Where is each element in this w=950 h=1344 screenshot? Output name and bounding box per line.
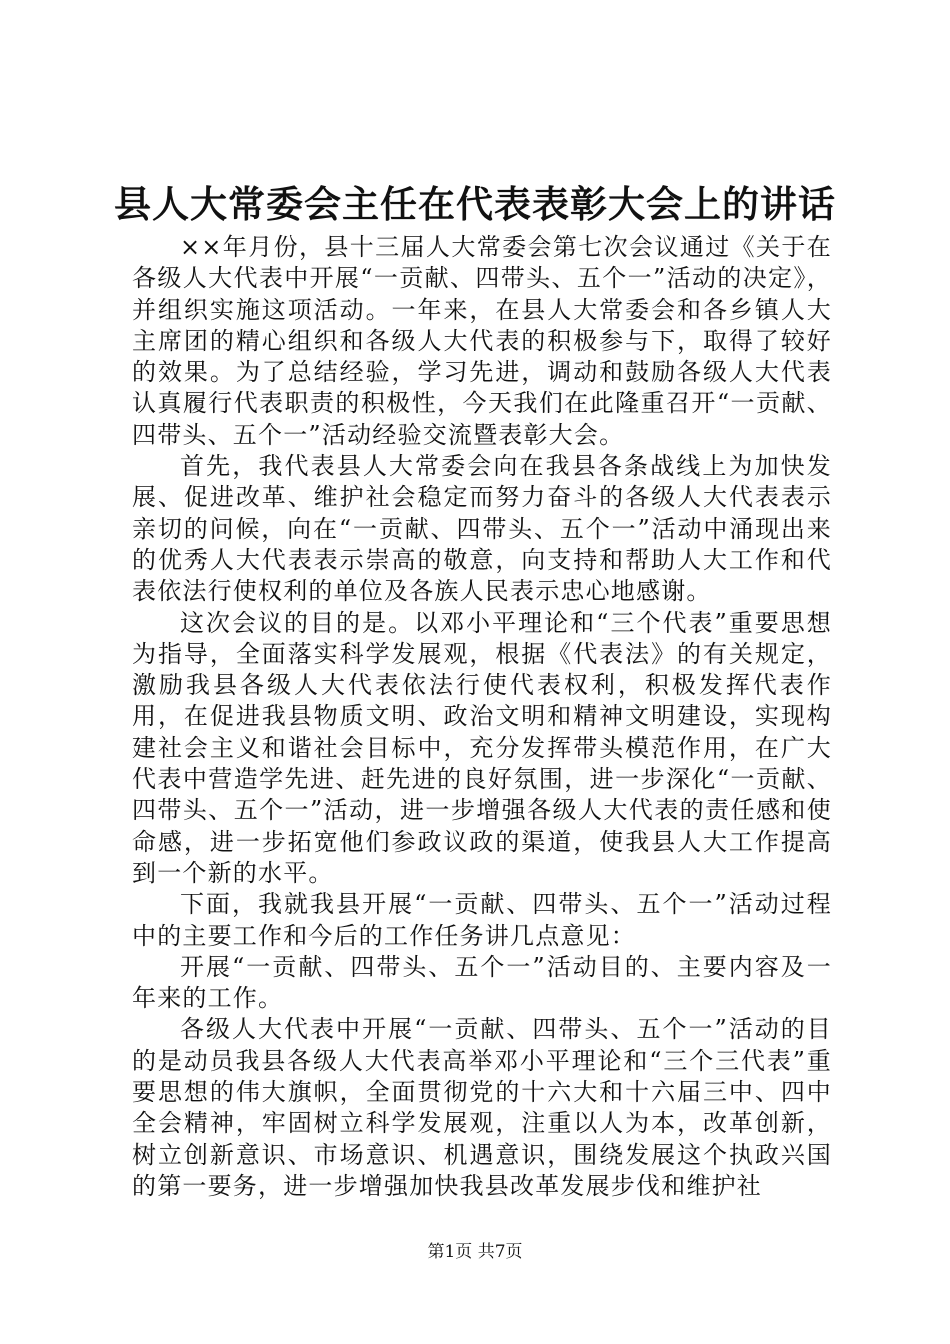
paragraph-5: 开展“一贡献、四带头、五个一”活动目的、主要内容及一年来的工作。 bbox=[132, 952, 832, 1013]
paragraph-6: 各级人大代表中开展“一贡献、四带头、五个一”活动的目的是动员我县各级人大代表高举邓小平理论和“三个三代表”重要思想的伟大旗帜，全面贯彻党的十六大和十六届三中、四中全会精神，牢固树立科学发展观，注重以人为本，改革创新，树立创新意识、市场意识、机遇意识，围绕发展这个执政兴国的第一要务，进一步增强加快我县改革发展步伐和维护社 bbox=[132, 1015, 832, 1200]
paragraph-1: ××年月份，县十三届人大常委会第七次会议通过《关于在各级人大代表中开展“一贡献、四带头、五个一”活动的决定》，并组织实施这项活动。一年来，在县人大常委会和各乡镇人大主席团的精心组织和各级人大代表的积极参与下，取得了较好的效果。为了总结经验，学习先进，调动和鼓励各级人大代表认真履行代表职责的积极性，今天我们在此隆重召开“一贡献、四带头、五个一”活动经验交流暨表彰大会。 bbox=[132, 233, 832, 449]
page-footer: 第1页 共7页 bbox=[427, 1242, 523, 1262]
paragraph-4: 下面，我就我县开展“一贡献、四带头、五个一”活动过程中的主要工作和今后的工作任务讲几点意见： bbox=[132, 890, 832, 950]
paragraph-3: 这次会议的目的是。以邓小平理论和“三个代表”重要思想为指导，全面落实科学发展观，根据《代表法》的有关规定，激励我县各级人大代表依法行使代表权利，积极发挥代表作用，在促进我县物质文明、政治文明和精神文明建设，实现构建社会主义和谐社会目标中，充分发挥带头模范作用，在广大代表中营造学先进、赶先进的良好氛围，进一步深化“一贡献、四带头、五个一”活动，进一步增强各级人大代表的责任感和使命感，进一步拓宽他们参政议政的渠道，使我县人大工作提高到一个新的水平。 bbox=[132, 608, 832, 887]
paragraph-2: 首先，我代表县人大常委会向在我县各条战线上为加快发展、促进改革、维护社会稳定而努力奋斗的各级人大代表表示亲切的问候，向在“一贡献、四带头、五个一”活动中涌现出来的优秀人大代表表示崇高的敬意，向支持和帮助人大工作和代表依法行使权利的单位及各族人民表示忠心地感谢。 bbox=[132, 452, 832, 606]
document-body bbox=[132, 232, 832, 1202]
page-title: 县人大常委会主任在代表表彰大会上的讲话 bbox=[114, 183, 836, 226]
